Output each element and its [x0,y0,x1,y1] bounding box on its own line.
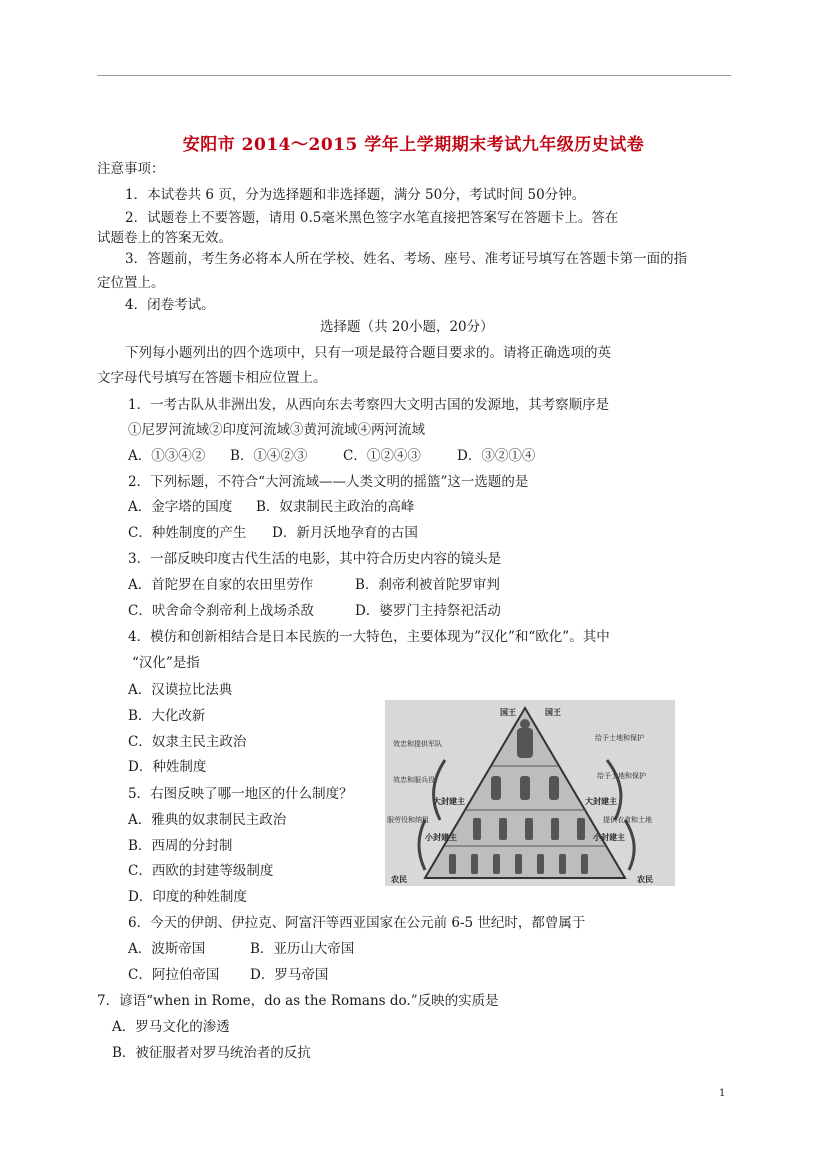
q4-option-c: C．奴隶主民主政治 [128,734,247,750]
q4-stem-1: 4．模仿和创新相结合是日本民族的一大特色，主要体现为”汉化”和“欧化”。其中 [128,629,610,645]
q2-option-b: B．奴隶制民主政治的高峰 [256,499,415,515]
q2-stem: 2．下列标题，不符合“大河流域——人类文明的摇篮”这一选题的是 [128,474,529,490]
q4-stem-2: “汉化”是指 [132,655,200,671]
big-lord-figure-3 [549,776,559,800]
notice-item-3: 3．答题前，考生务必将本人所在学校、姓名、考场、座号、准考证号填写在答题卡第一面的指 [125,251,688,267]
label-peasant-right: 农民 [637,875,653,884]
page-number: 1 [719,1088,726,1099]
notice-item-4: 4．闭卷考试。 [125,297,215,313]
q6-stem: 6．今天的伊朗、伊拉克、阿富汗等西亚国家在公元前 6-5 世纪时，都曾属于 [128,915,586,931]
peasant-figure-7 [581,854,588,874]
q4-option-b: B．大化改新 [128,708,206,724]
small-lord-figure-4 [551,818,559,840]
q3-option-a: A．首陀罗在自家的农田里劳作 [128,577,314,593]
label-small-lord-left: 小封建主 [425,833,457,842]
king-figure [517,728,533,758]
header-rule [97,75,731,76]
notice-item-3-cont: 定位置上。 [97,275,165,291]
q2-option-a: A．金字塔的国度 [128,499,233,515]
section-intro-2: 文字母代号填写在答题卡相应位置上。 [97,370,327,386]
small-lord-figure-5 [577,818,585,840]
big-lord-figure-2 [520,776,530,800]
q6-option-d: D．罗马帝国 [250,967,329,983]
q6-option-c: C．阿拉伯帝国 [128,967,220,983]
label-left-mid: 效忠和服兵役 [393,777,435,784]
label-right-bottom: 提供衣食和土地 [603,817,652,824]
peasant-figure-4 [515,854,522,874]
q4-option-d: D．种姓制度 [128,759,207,775]
exam-title: 安阳市 2014～2015 学年上学期期末考试九年级历史试卷 [182,135,645,155]
label-right-mid: 给予土地和保护 [597,773,646,780]
small-lord-figure-1 [473,818,481,840]
notice-heading: 注意事项： [97,161,165,177]
q7-stem: 7．谚语“when in Rome，do as the Romans do.”反映的实质是 [97,993,499,1009]
label-king: 国王 [500,708,516,717]
q3-option-d: D．婆罗门主持祭祀活动 [355,603,501,619]
q1-option-b: B．①④②③ [230,448,308,464]
small-lord-figure-3 [525,818,533,840]
label-small-lord-right: 小封建主 [593,833,625,842]
section-heading: 选择题（共 20小题，20分） [320,319,494,335]
king-head [520,719,530,729]
q1-stem: 1．一考古队从非洲出发，从西向东去考察四大文明古国的发源地，其考察顺序是 [128,397,610,413]
big-lord-figure-1 [491,776,501,800]
label-left-bottom: 服劳役和纳租 [387,817,429,824]
label-right-top: 给予土地和保护 [595,735,644,742]
notice-item-2: 2．试题卷上不要答题，请用 0.5毫米黑色签字水笔直接把答案写在答题卡上。答在 [125,210,619,226]
label-big-lord-right: 大封建主 [585,797,617,806]
peasant-figure-2 [471,854,478,874]
q3-option-c: C．吠舍命令刹帝利上战场杀敌 [128,603,314,619]
q7-option-a: A．罗马文化的渗透 [112,1019,230,1035]
label-king-right: 国王 [545,708,561,717]
label-peasant-left: 农民 [391,875,407,884]
q3-option-b: B．刹帝利被首陀罗审判 [355,577,500,593]
peasant-figure-6 [559,854,566,874]
q7-option-b: B．被征服者对罗马统治者的反抗 [112,1045,311,1061]
q1-option-d: D．③②①④ [457,448,536,464]
feudal-pyramid-figure [385,700,675,886]
q5-option-b: B．西周的分封制 [128,838,233,854]
notice-item-2-cont: 试题卷上的答案无效。 [97,230,232,246]
section-intro-1: 下列每小题列出的四个选项中，只有一项是最符合题目要求的。请将正确选项的英 [125,345,611,361]
peasant-figure-5 [537,854,544,874]
q2-option-c: C．种姓制度的产生 [128,525,247,541]
q1-list: ①尼罗河流域②印度河流域③黄河流域④两河流域 [128,422,425,438]
q5-option-d: D．印度的种姓制度 [128,889,247,905]
q1-option-a: A．①③④② [128,448,206,464]
q5-option-a: A．雅典的奴隶制民主政治 [128,812,287,828]
q5-stem: 5．右图反映了哪一地区的什么制度？ [128,786,353,802]
peasant-figure-1 [449,854,456,874]
q4-option-a: A．汉谟拉比法典 [128,682,233,698]
notice-item-1: 1．本试卷共 6 页，分为选择题和非选择题，满分 50分，考试时间 50分钟。 [125,187,586,203]
q6-option-b: B．亚历山大帝国 [250,941,355,957]
peasant-figure-3 [493,854,500,874]
label-left-top: 效忠和提供军队 [393,741,442,748]
q2-option-d: D．新月沃地孕育的古国 [272,525,418,541]
small-lord-figure-2 [499,818,507,840]
q3-stem: 3．一部反映印度古代生活的电影，其中符合历史内容的镜头是 [128,551,502,567]
q1-option-c: C．①②④③ [343,448,421,464]
label-big-lord-left: 大封建主 [433,797,465,806]
q6-option-a: A．波斯帝国 [128,941,206,957]
q5-option-c: C．西欧的封建等级制度 [128,863,274,879]
